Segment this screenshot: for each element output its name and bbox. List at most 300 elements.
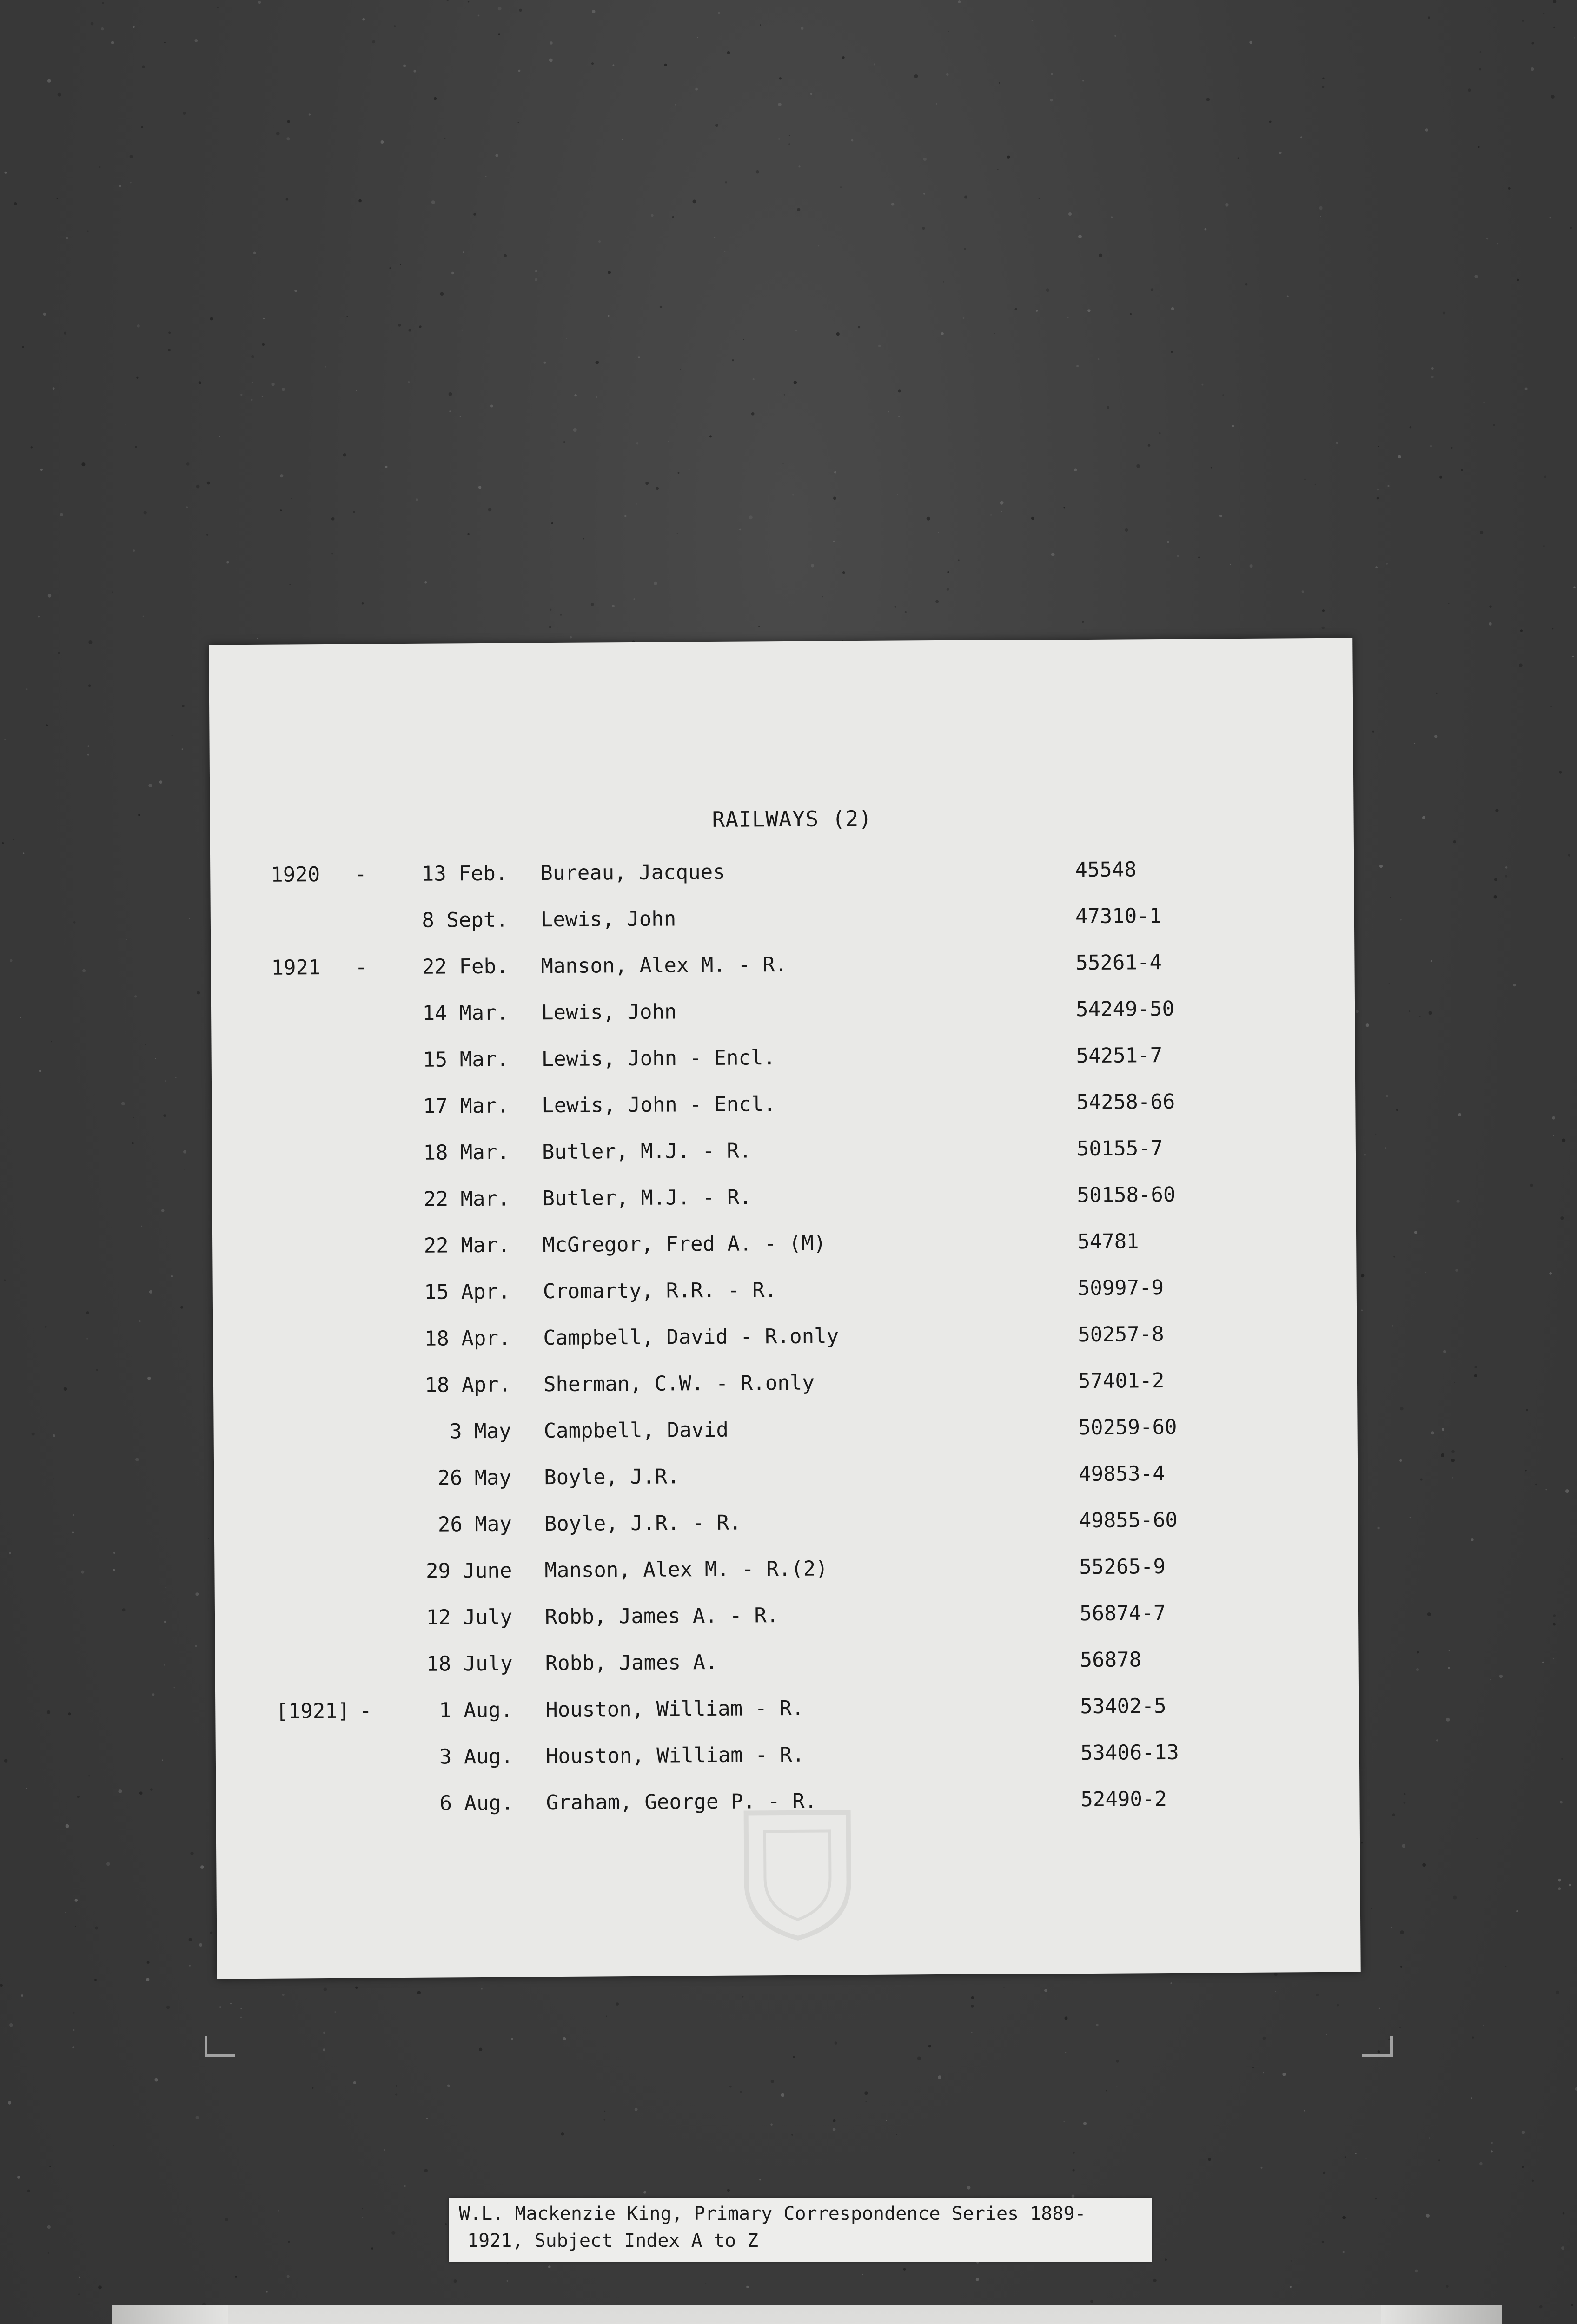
speckle-dot [938, 2075, 941, 2079]
speckle-dot [874, 63, 875, 65]
speckle-dot [791, 2134, 793, 2136]
speckle-dot [1570, 227, 1572, 229]
speckle-dot [190, 1852, 193, 1855]
speckle-dot [778, 138, 780, 140]
speckle-dot [651, 214, 654, 217]
speckle-dot [362, 18, 365, 21]
speckle-dot [1560, 1216, 1564, 1220]
speckle-dot [1474, 1366, 1477, 1368]
speckle-dot [1039, 198, 1040, 199]
speckle-dot [612, 605, 615, 607]
speckle-dot [26, 688, 28, 690]
speckle-dot [75, 1899, 78, 1902]
speckle-dot [81, 462, 85, 466]
entry-date: 14 Mar. [422, 1001, 509, 1025]
speckle-dot [1505, 866, 1508, 869]
speckle-dot [1520, 629, 1523, 632]
speckle-dot [789, 135, 790, 136]
speckle-dot [40, 469, 43, 471]
speckle-dot [596, 396, 597, 398]
speckle-dot [1000, 501, 1004, 505]
entry-reference-number: 56874-7 [1079, 1601, 1166, 1626]
speckle-dot [1525, 388, 1528, 390]
watermark-line [385, 652, 1362, 658]
speckle-dot [1326, 2034, 1327, 2035]
speckle-dot [896, 2134, 897, 2135]
speckle-dot [971, 2005, 974, 2008]
entry-year [275, 1606, 350, 1607]
speckle-dot [971, 2032, 972, 2033]
speckle-dot [732, 359, 734, 361]
speckle-dot [362, 602, 364, 605]
speckle-dot [166, 1587, 167, 1588]
speckle-dot [208, 1538, 209, 1539]
speckle-dot [1480, 51, 1482, 53]
speckle-dot [1355, 2153, 1357, 2154]
entry-date: 18 July [426, 1651, 513, 1676]
speckle-dot [189, 918, 190, 919]
speckle-dot [488, 508, 491, 511]
speckle-dot [1302, 590, 1304, 593]
speckle-dot [923, 193, 925, 195]
speckle-dot [1263, 2072, 1264, 2073]
speckle-dot [624, 515, 626, 517]
speckle-dot [1078, 235, 1082, 238]
speckle-dot [1087, 309, 1090, 312]
speckle-dot [495, 154, 498, 157]
speckle-dot [444, 138, 446, 139]
speckle-dot [1434, 735, 1437, 738]
speckle-dot [1458, 1113, 1461, 1116]
speckle-dot [643, 2191, 646, 2194]
entry-date: 15 Apr. [424, 1280, 510, 1304]
entry-reference-number: 55265-9 [1079, 1555, 1166, 1579]
speckle-dot [1431, 376, 1434, 378]
speckle-dot [424, 581, 427, 584]
entry-reference-number: 53406-13 [1080, 1740, 1179, 1765]
speckle-dot [1513, 984, 1516, 986]
speckle-dot [743, 339, 744, 340]
speckle-dot [1379, 865, 1383, 868]
speckle-dot [14, 202, 17, 205]
speckle-dot [1322, 627, 1325, 629]
speckle-dot [1300, 136, 1302, 138]
speckle-dot [121, 1102, 125, 1106]
speckle-dot [994, 333, 995, 334]
speckle-dot [1090, 2300, 1093, 2303]
speckle-dot [689, 469, 690, 470]
speckle-dot [1486, 238, 1488, 239]
speckle-dot [1361, 1842, 1363, 1843]
speckle-dot [1550, 706, 1551, 707]
entry-date: 22 Mar. [423, 1187, 510, 1211]
entry-year [272, 1095, 346, 1096]
speckle-dot [1219, 515, 1222, 517]
entry-year [274, 1420, 348, 1421]
speckle-dot [171, 1275, 173, 1277]
speckle-dot [788, 143, 790, 145]
speckle-dot [122, 1608, 126, 1611]
speckle-dot [1375, 2198, 1377, 2199]
speckle-dot [795, 330, 797, 332]
speckle-dot [946, 73, 949, 76]
caption-line-2: 1921, Subject Index A to Z [467, 2230, 759, 2251]
speckle-dot [146, 1978, 149, 1981]
speckle-dot [903, 2268, 906, 2270]
speckle-dot [1377, 497, 1379, 500]
entry-correspondent: Bureau, Jacques [540, 860, 725, 885]
speckle-dot [1107, 406, 1109, 409]
entry-dash: - [355, 955, 368, 979]
speckle-dot [77, 1796, 80, 1798]
speckle-dot [1082, 621, 1084, 623]
speckle-dot [935, 600, 939, 603]
entry-correspondent: Cromarty, R.R. - R. [543, 1278, 777, 1304]
speckle-dot [1429, 1011, 1432, 1015]
entry-correspondent: Butler, M.J. - R. [542, 1139, 752, 1164]
speckle-dot [1389, 983, 1390, 984]
speckle-dot [404, 2185, 406, 2187]
speckle-dot [784, 394, 785, 396]
speckle-dot [94, 1979, 97, 1981]
speckle-dot [1461, 469, 1463, 471]
speckle-dot [199, 1943, 202, 1947]
speckle-dot [391, 2231, 395, 2235]
speckle-dot [1291, 2260, 1292, 2261]
speckle-dot [518, 70, 521, 72]
speckle-dot [833, 497, 836, 500]
speckle-dot [1560, 1801, 1563, 1803]
speckle-dot [1050, 99, 1053, 101]
speckle-dot [1483, 402, 1485, 404]
entry-date: 22 Feb. [422, 954, 509, 979]
speckle-dot [1516, 1910, 1518, 1913]
speckle-dot [1031, 517, 1034, 520]
speckle-dot [1553, 1135, 1554, 1136]
speckle-dot [395, 2093, 397, 2095]
speckle-dot [1493, 424, 1495, 427]
speckle-dot [48, 594, 51, 597]
speckle-dot [1361, 1274, 1364, 1277]
archives-plate [112, 2305, 1502, 2324]
speckle-dot [490, 405, 493, 408]
speckle-dot [240, 394, 242, 396]
speckle-dot [1471, 1538, 1474, 1541]
speckle-dot [478, 15, 480, 17]
speckle-dot [858, 326, 860, 328]
speckle-dot [1073, 2152, 1075, 2154]
speckle-dot [46, 724, 48, 726]
speckle-dot [26, 1788, 27, 1789]
speckle-dot [1451, 1450, 1455, 1453]
speckle-dot [1044, 1989, 1047, 1992]
speckle-dot [561, 2132, 564, 2135]
speckle-dot [196, 2116, 199, 2119]
speckle-dot [544, 362, 546, 364]
speckle-dot [10, 959, 13, 962]
speckle-dot [282, 388, 285, 391]
speckle-dot [174, 1687, 175, 1688]
speckle-dot [1490, 1679, 1491, 1680]
speckle-dot [39, 1070, 41, 1072]
speckle-dot [398, 324, 401, 327]
speckle-dot [186, 462, 190, 466]
speckle-dot [794, 381, 797, 384]
speckle-dot [941, 332, 944, 335]
speckle-dot [560, 614, 562, 616]
speckle-dot [635, 2108, 638, 2111]
speckle-dot [210, 317, 213, 320]
speckle-dot [1261, 2167, 1263, 2169]
speckle-dot [1051, 73, 1053, 75]
speckle-dot [72, 2046, 74, 2048]
speckle-dot [447, 2085, 450, 2087]
entry-correspondent: Houston, William - R. [545, 1743, 805, 1769]
speckle-dot [1007, 156, 1010, 159]
speckle-dot [535, 270, 538, 272]
speckle-dot [113, 2145, 114, 2146]
speckle-dot [1441, 1453, 1444, 1457]
entry-date: 1 Aug. [439, 1698, 513, 1723]
speckle-dot [197, 991, 200, 994]
speckle-dot [964, 248, 966, 250]
speckle-dot [1230, 564, 1231, 565]
speckle-dot [781, 2093, 784, 2097]
speckle-dot [1417, 1651, 1419, 1653]
speckle-dot [1282, 2073, 1286, 2076]
speckle-dot [608, 315, 610, 317]
entry-date: 3 Aug. [439, 1744, 514, 1769]
speckle-dot [21, 1994, 23, 1997]
speckle-dot [518, 122, 519, 123]
speckle-dot [862, 2274, 863, 2275]
speckle-dot [143, 616, 144, 617]
speckle-dot [1067, 317, 1068, 318]
entry-date: 22 Mar. [424, 1233, 510, 1258]
speckle-dot [1001, 511, 1002, 512]
entry-reference-number: 53402-5 [1080, 1694, 1166, 1719]
speckle-dot [1572, 656, 1574, 657]
speckle-dot [139, 1791, 143, 1795]
speckle-dot [1398, 455, 1401, 458]
speckle-dot [783, 463, 784, 464]
speckle-dot [1250, 564, 1253, 568]
speckle-dot [507, 2280, 509, 2282]
speckle-dot [1400, 1930, 1404, 1934]
speckle-dot [362, 2208, 363, 2209]
speckle-dot [1430, 445, 1432, 447]
speckle-dot [563, 2037, 566, 2040]
speckle-dot [680, 369, 681, 370]
speckle-dot [473, 213, 476, 216]
speckle-dot [445, 2223, 447, 2225]
speckle-dot [353, 2081, 356, 2084]
speckle-dot [4, 739, 6, 740]
speckle-dot [139, 1320, 141, 1322]
speckle-dot [693, 200, 696, 204]
entry-date: 29 June [425, 1558, 512, 1583]
speckle-dot [1065, 2052, 1066, 2053]
speckle-dot [1426, 2214, 1430, 2218]
speckle-dot [1171, 351, 1173, 353]
speckle-dot [1364, 1154, 1366, 1155]
entry-date: 26 May [437, 1466, 512, 1490]
speckle-dot [1551, 95, 1555, 99]
speckle-dot [161, 1209, 165, 1212]
speckle-dot [1396, 1109, 1398, 1111]
speckle-dot [112, 592, 113, 593]
speckle-dot [1202, 384, 1204, 386]
speckle-dot [189, 1965, 191, 1967]
speckle-dot [1275, 1991, 1276, 1992]
speckle-dot [353, 511, 355, 513]
speckle-dot [258, 1, 261, 4]
speckle-dot [180, 1306, 183, 1309]
speckle-dot [759, 2179, 761, 2180]
speckle-dot [1377, 1527, 1379, 1529]
speckle-dot [358, 199, 362, 203]
speckle-dot [1287, 296, 1289, 297]
speckle-dot [9, 1552, 11, 1554]
speckle-dot [507, 2263, 508, 2264]
speckle-dot [1322, 2241, 1324, 2243]
speckle-dot [1562, 1139, 1565, 1142]
speckle-dot [130, 182, 132, 183]
speckle-dot [1322, 86, 1325, 88]
speckle-dot [1136, 464, 1140, 468]
speckle-dot [98, 2285, 102, 2289]
speckle-dot [144, 511, 147, 514]
speckle-dot [1046, 288, 1050, 292]
entry-reference-number: 54251-7 [1076, 1043, 1163, 1068]
speckle-dot [1099, 254, 1102, 257]
speckle-dot [99, 166, 100, 168]
card-title: RAILWAYS (2) [712, 805, 873, 832]
speckle-dot [1451, 1459, 1455, 1462]
speckle-dot [551, 522, 553, 524]
speckle-dot [95, 1927, 98, 1930]
speckle-dot [964, 196, 967, 199]
speckle-dot [135, 446, 137, 448]
speckle-dot [886, 2120, 887, 2121]
speckle-dot [1385, 1147, 1386, 1148]
entry-date: 18 Mar. [423, 1140, 510, 1165]
speckle-dot [958, 559, 960, 561]
speckle-dot [1436, 1739, 1438, 1741]
speckle-dot [866, 2101, 867, 2102]
speckle-dot [225, 2218, 228, 2221]
speckle-dot [1491, 2142, 1493, 2144]
speckle-dot [417, 1991, 421, 1994]
speckle-dot [133, 26, 135, 28]
speckle-dot [385, 466, 387, 468]
speckle-dot [1391, 1927, 1392, 1928]
speckle-dot [87, 231, 89, 232]
speckle-dot [440, 292, 444, 296]
speckle-dot [1051, 553, 1055, 556]
speckle-dot [598, 240, 601, 243]
speckle-dot [133, 1117, 134, 1118]
speckle-dot [1198, 556, 1200, 558]
speckle-dot [1404, 1802, 1406, 1804]
speckle-dot [1425, 128, 1429, 132]
entry-reference-number: 54249-50 [1075, 997, 1175, 1022]
speckle-dot [1322, 609, 1325, 612]
speckle-dot [1165, 2258, 1167, 2261]
speckle-dot [1489, 622, 1492, 626]
speckle-dot [1446, 1718, 1450, 1722]
speckle-dot [1003, 1987, 1005, 1988]
entry-correspondent: Boyle, J.R. - R. [544, 1511, 742, 1536]
speckle-dot [1032, 20, 1033, 21]
speckle-dot [152, 1693, 154, 1696]
speckle-dot [253, 252, 256, 255]
speckle-dot [1336, 442, 1338, 444]
entry-date: 8 Sept. [422, 908, 509, 932]
speckle-dot [705, 2283, 706, 2284]
speckle-dot [645, 482, 649, 485]
speckle-dot [604, 2119, 606, 2121]
speckle-dot [801, 27, 803, 30]
speckle-dot [1472, 2036, 1474, 2038]
speckle-dot [1565, 1489, 1569, 1493]
speckle-dot [431, 200, 435, 204]
entry-correspondent: McGregor, Fred A. - (M) [543, 1231, 826, 1257]
speckle-dot [1505, 875, 1507, 877]
speckle-dot [463, 251, 464, 253]
speckle-dot [1443, 1350, 1446, 1353]
speckle-dot [446, 0, 449, 1]
speckle-dot [778, 103, 782, 106]
speckle-dot [1345, 2156, 1346, 2158]
crest-watermark-icon [737, 1803, 859, 1943]
speckle-dot [1568, 854, 1570, 856]
speckle-dot [331, 553, 333, 554]
speckle-dot [280, 474, 283, 477]
speckle-dot [294, 290, 297, 292]
speckle-dot [47, 79, 51, 83]
speckle-dot [760, 24, 761, 26]
speckle-dot [199, 381, 201, 384]
speckle-dot [718, 12, 720, 14]
speckle-dot [833, 541, 835, 542]
speckle-dot [1446, 2285, 1449, 2288]
speckle-dot [1478, 146, 1479, 148]
speckle-dot [1431, 367, 1434, 370]
entry-reference-number: 56878 [1080, 1648, 1142, 1672]
speckle-dot [654, 582, 657, 585]
speckle-dot [990, 514, 992, 515]
speckle-dot [1427, 1612, 1431, 1616]
speckle-dot [1323, 2172, 1325, 2174]
speckle-dot [636, 503, 637, 505]
speckle-dot [1452, 1477, 1453, 1479]
speckle-dot [79, 2277, 80, 2278]
speckle-dot [251, 355, 254, 358]
speckle-dot [1519, 664, 1523, 667]
entry-correspondent: Campbell, David [543, 1418, 729, 1443]
speckle-dot [1455, 1269, 1458, 1272]
speckle-dot [1526, 1409, 1528, 1411]
speckle-dot [1399, 2027, 1401, 2028]
speckle-dot [384, 2149, 385, 2151]
speckle-dot [549, 626, 551, 628]
speckle-dot [266, 2291, 268, 2293]
speckle-dot [88, 684, 91, 687]
entry-reference-number: 45548 [1075, 858, 1137, 882]
speckle-dot [226, 561, 229, 564]
speckle-dot [1453, 1896, 1457, 1900]
